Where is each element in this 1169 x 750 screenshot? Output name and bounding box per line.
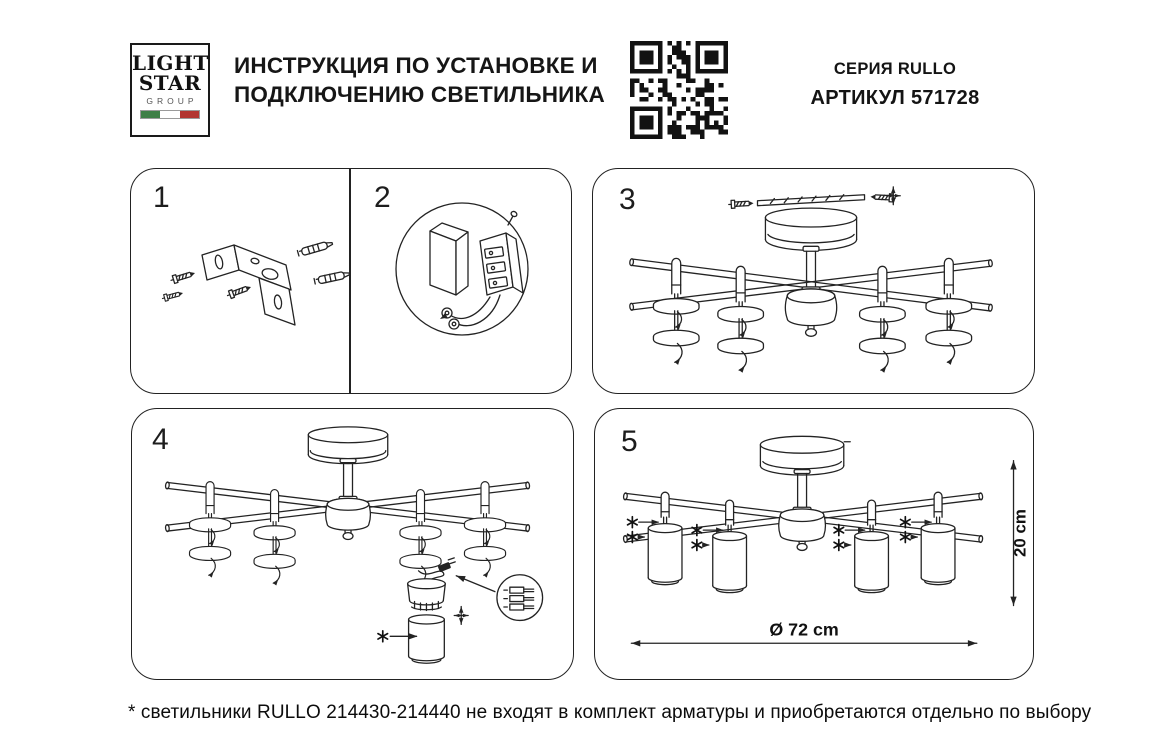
shade-install-drawing	[132, 409, 573, 679]
lamp-holder-drawing	[254, 490, 295, 586]
height-dimension-label: 20 cm	[1010, 509, 1030, 557]
title-line-2: ПОДКЛЮЧЕНИЮ СВЕТИЛЬНИКА	[234, 82, 605, 107]
logo-word-light: LIGHT	[132, 51, 209, 75]
wall-anchor-icon	[297, 240, 333, 257]
lamp-holder-drawing	[860, 266, 906, 372]
wall-anchor-icon	[314, 270, 350, 284]
logo-word-group: GROUP	[146, 96, 198, 106]
step-4-number: 4	[152, 423, 169, 456]
panel-step-4	[131, 408, 574, 680]
product-info	[793, 60, 997, 110]
panel-step-5	[594, 408, 1034, 680]
screw-icon	[170, 269, 196, 284]
step-1-number: 1	[153, 181, 170, 214]
screw-icon	[162, 290, 184, 302]
lamp-holder-drawing	[718, 266, 764, 372]
wiring-detail-drawing	[350, 169, 570, 391]
lightstar-logo	[130, 43, 210, 137]
chandelier-dimensions-drawing	[595, 409, 1033, 679]
screw-icon	[226, 283, 252, 299]
lamp-holder-drawing	[464, 482, 505, 578]
lamp-holder-drawing	[926, 258, 972, 364]
series-label: СЕРИЯ RULLO	[833, 60, 957, 78]
step-2-number: 2	[374, 181, 391, 214]
step-5-number: 5	[621, 425, 638, 458]
shade-assembly-drawing	[692, 500, 746, 593]
move-cross-icon	[454, 607, 468, 625]
panel-step-3	[592, 168, 1035, 394]
mounting-bracket-drawing	[131, 169, 350, 391]
step-3-number: 3	[619, 183, 636, 216]
qr-code-icon	[630, 41, 728, 139]
diameter-dimension-label: Ø 72 cm	[769, 619, 839, 640]
shade-assembly-drawing	[628, 492, 682, 585]
move-cross-icon	[886, 187, 900, 205]
terminal-detail-circle	[497, 575, 543, 621]
logo-word-star: STAR	[138, 71, 202, 95]
lamp-holder-drawing	[400, 490, 441, 586]
page-title	[234, 51, 605, 109]
chandelier-frame-drawing	[593, 169, 1034, 393]
lamp-holder-drawing	[190, 482, 231, 578]
screw-icon	[729, 199, 754, 208]
article-label: АРТИКУЛ 571728	[810, 87, 980, 109]
italian-flag-icon	[140, 110, 200, 119]
lamp-holder-drawing	[653, 258, 699, 364]
panel-steps-1-2	[130, 168, 572, 394]
footnote: * светильники RULLO 214430-214440 не входят в комплект арматуры и приобретаются отдельно по выбору	[128, 702, 1092, 723]
lamp-socket-drawing	[408, 579, 446, 589]
asterisk-marker	[378, 631, 388, 642]
title-line-1: ИНСТРУКЦИЯ ПО УСТАНОВКЕ И	[234, 53, 598, 78]
